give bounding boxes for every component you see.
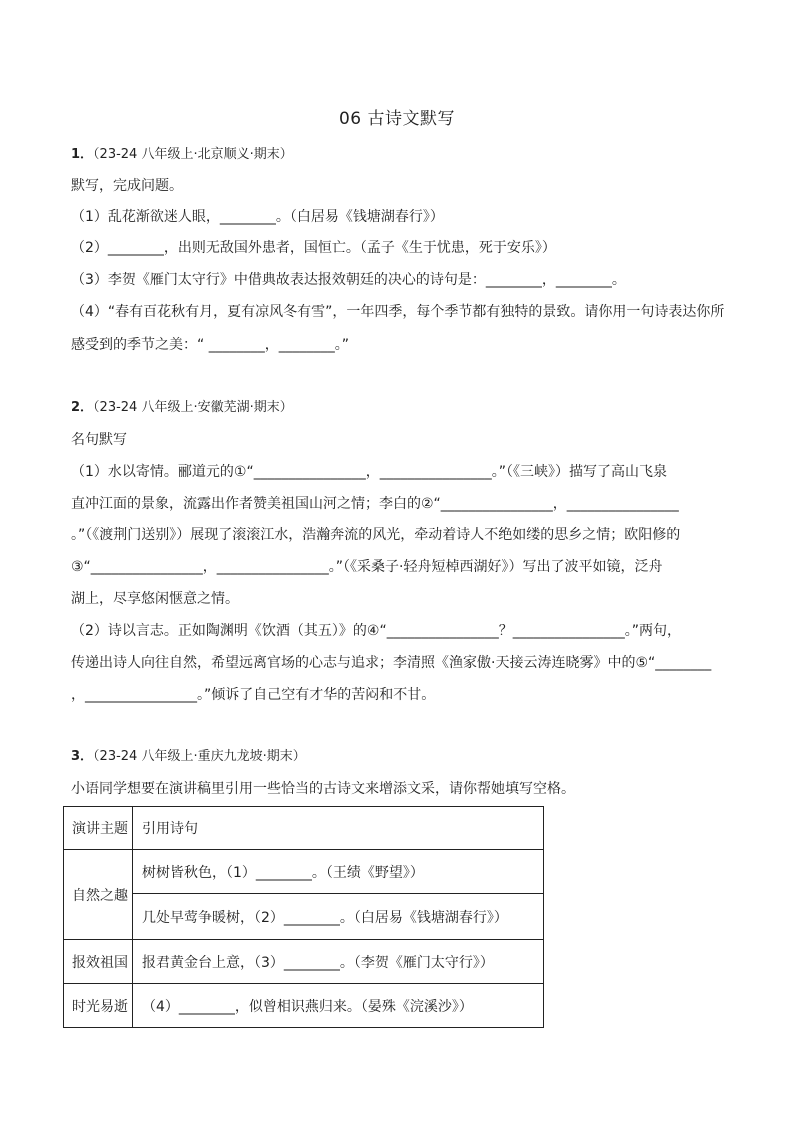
q1-header	[71, 145, 731, 165]
table-row	[64, 850, 544, 894]
table-row	[64, 940, 544, 984]
table-row	[64, 984, 544, 1028]
q2-source: （23-24 八年级上·安徽芜湖·期末）	[93, 400, 293, 415]
q3-number: 3．	[71, 749, 94, 764]
table-header-row	[64, 807, 544, 850]
verse-cell: 树树皆秋色，（1）________。（王绩《野望》）	[133, 850, 544, 894]
q1-line: （4）“春有百花秋有月，夏有凉风冬有雪”，一年四季，每个季节都有独特的景致。请你用一句诗表达你所	[71, 304, 725, 320]
q2-line: 直冲江面的景象，流露出作者赞美祖国山河之情；李白的②“________________，________________	[71, 496, 679, 512]
q1-source: （23-24 八年级上·北京顺义·期末）	[93, 147, 293, 162]
q3-intro: 小语同学想要在演讲稿里引用一些恰当的古诗文来增添文采，请你帮她填写空格。	[71, 781, 575, 797]
q1-line: （1）乱花渐欲迷人眼，________。（白居易《钱塘湖春行》）	[71, 209, 444, 225]
q2-line: 传递出诗人向往自然，希望远离官场的心志与追求；李清照《渔家傲·天接云涛连晓雾》中的⑤“________	[71, 655, 712, 671]
q2-number: 2．	[71, 400, 94, 415]
q3-header	[71, 747, 731, 767]
header-verse: 引用诗句	[133, 807, 544, 850]
q1-line: （2）________，出则无敌国外患者，国恒亡。（孟子《生于忧患，死于安乐》）	[71, 240, 556, 256]
verse-cell: （4）________，似曾相识燕归来。（晏殊《浣溪沙》）	[133, 984, 544, 1028]
q1-line: 默写，完成问题。	[71, 178, 183, 194]
q2-line: （2）诗以言志。正如陶渊明《饮酒（其五）》的④“________________？________________。”两句，	[71, 623, 681, 639]
table-row	[64, 894, 544, 940]
q2-line: （1）水以寄情。郦道元的①“________________，________________。”（《三峡》）描写了高山飞泉	[71, 464, 667, 480]
q2-line: 名句默写	[71, 432, 127, 448]
verse-cell: 几处早莺争暖树，（2）________。（白居易《钱塘湖春行》）	[133, 894, 544, 940]
poetry-table	[63, 806, 544, 1028]
q2-line: ，________________。”倾诉了自己空有才华的苦闷和不甘。	[71, 687, 436, 703]
document-title: 06 古诗文默写	[338, 109, 456, 129]
q2-line: 湖上，尽享悠闲惬意之情。	[71, 591, 239, 607]
q1-number: 1．	[71, 147, 94, 162]
q1-line: （3）李贺《雁门太守行》中借典故表达报效朝廷的决心的诗句是：________，________。	[71, 272, 626, 288]
q1-line: 感受到的季节之美：“ ________，________。”	[71, 337, 349, 353]
q2-header	[71, 398, 731, 418]
q2-line: ③“________________，________________。”（《采桑子·轻舟短棹西湖好》）写出了波平如镜，泛舟	[71, 559, 663, 575]
q2-line: 。”（《渡荆门送别》）展现了滚滚江水，浩瀚奔流的风光，牵动着诗人不绝如缕的思乡之情；欧阳修的	[71, 527, 681, 543]
theme-cell: 时光易逝	[64, 984, 133, 1028]
verse-cell: 报君黄金台上意，（3）________。（李贺《雁门太守行》）	[133, 940, 544, 984]
theme-cell: 自然之趣	[64, 850, 133, 940]
theme-cell: 报效祖国	[64, 940, 133, 984]
header-theme: 演讲主题	[64, 807, 133, 850]
q3-source: （23-24 八年级上·重庆九龙坡·期末）	[93, 749, 306, 764]
